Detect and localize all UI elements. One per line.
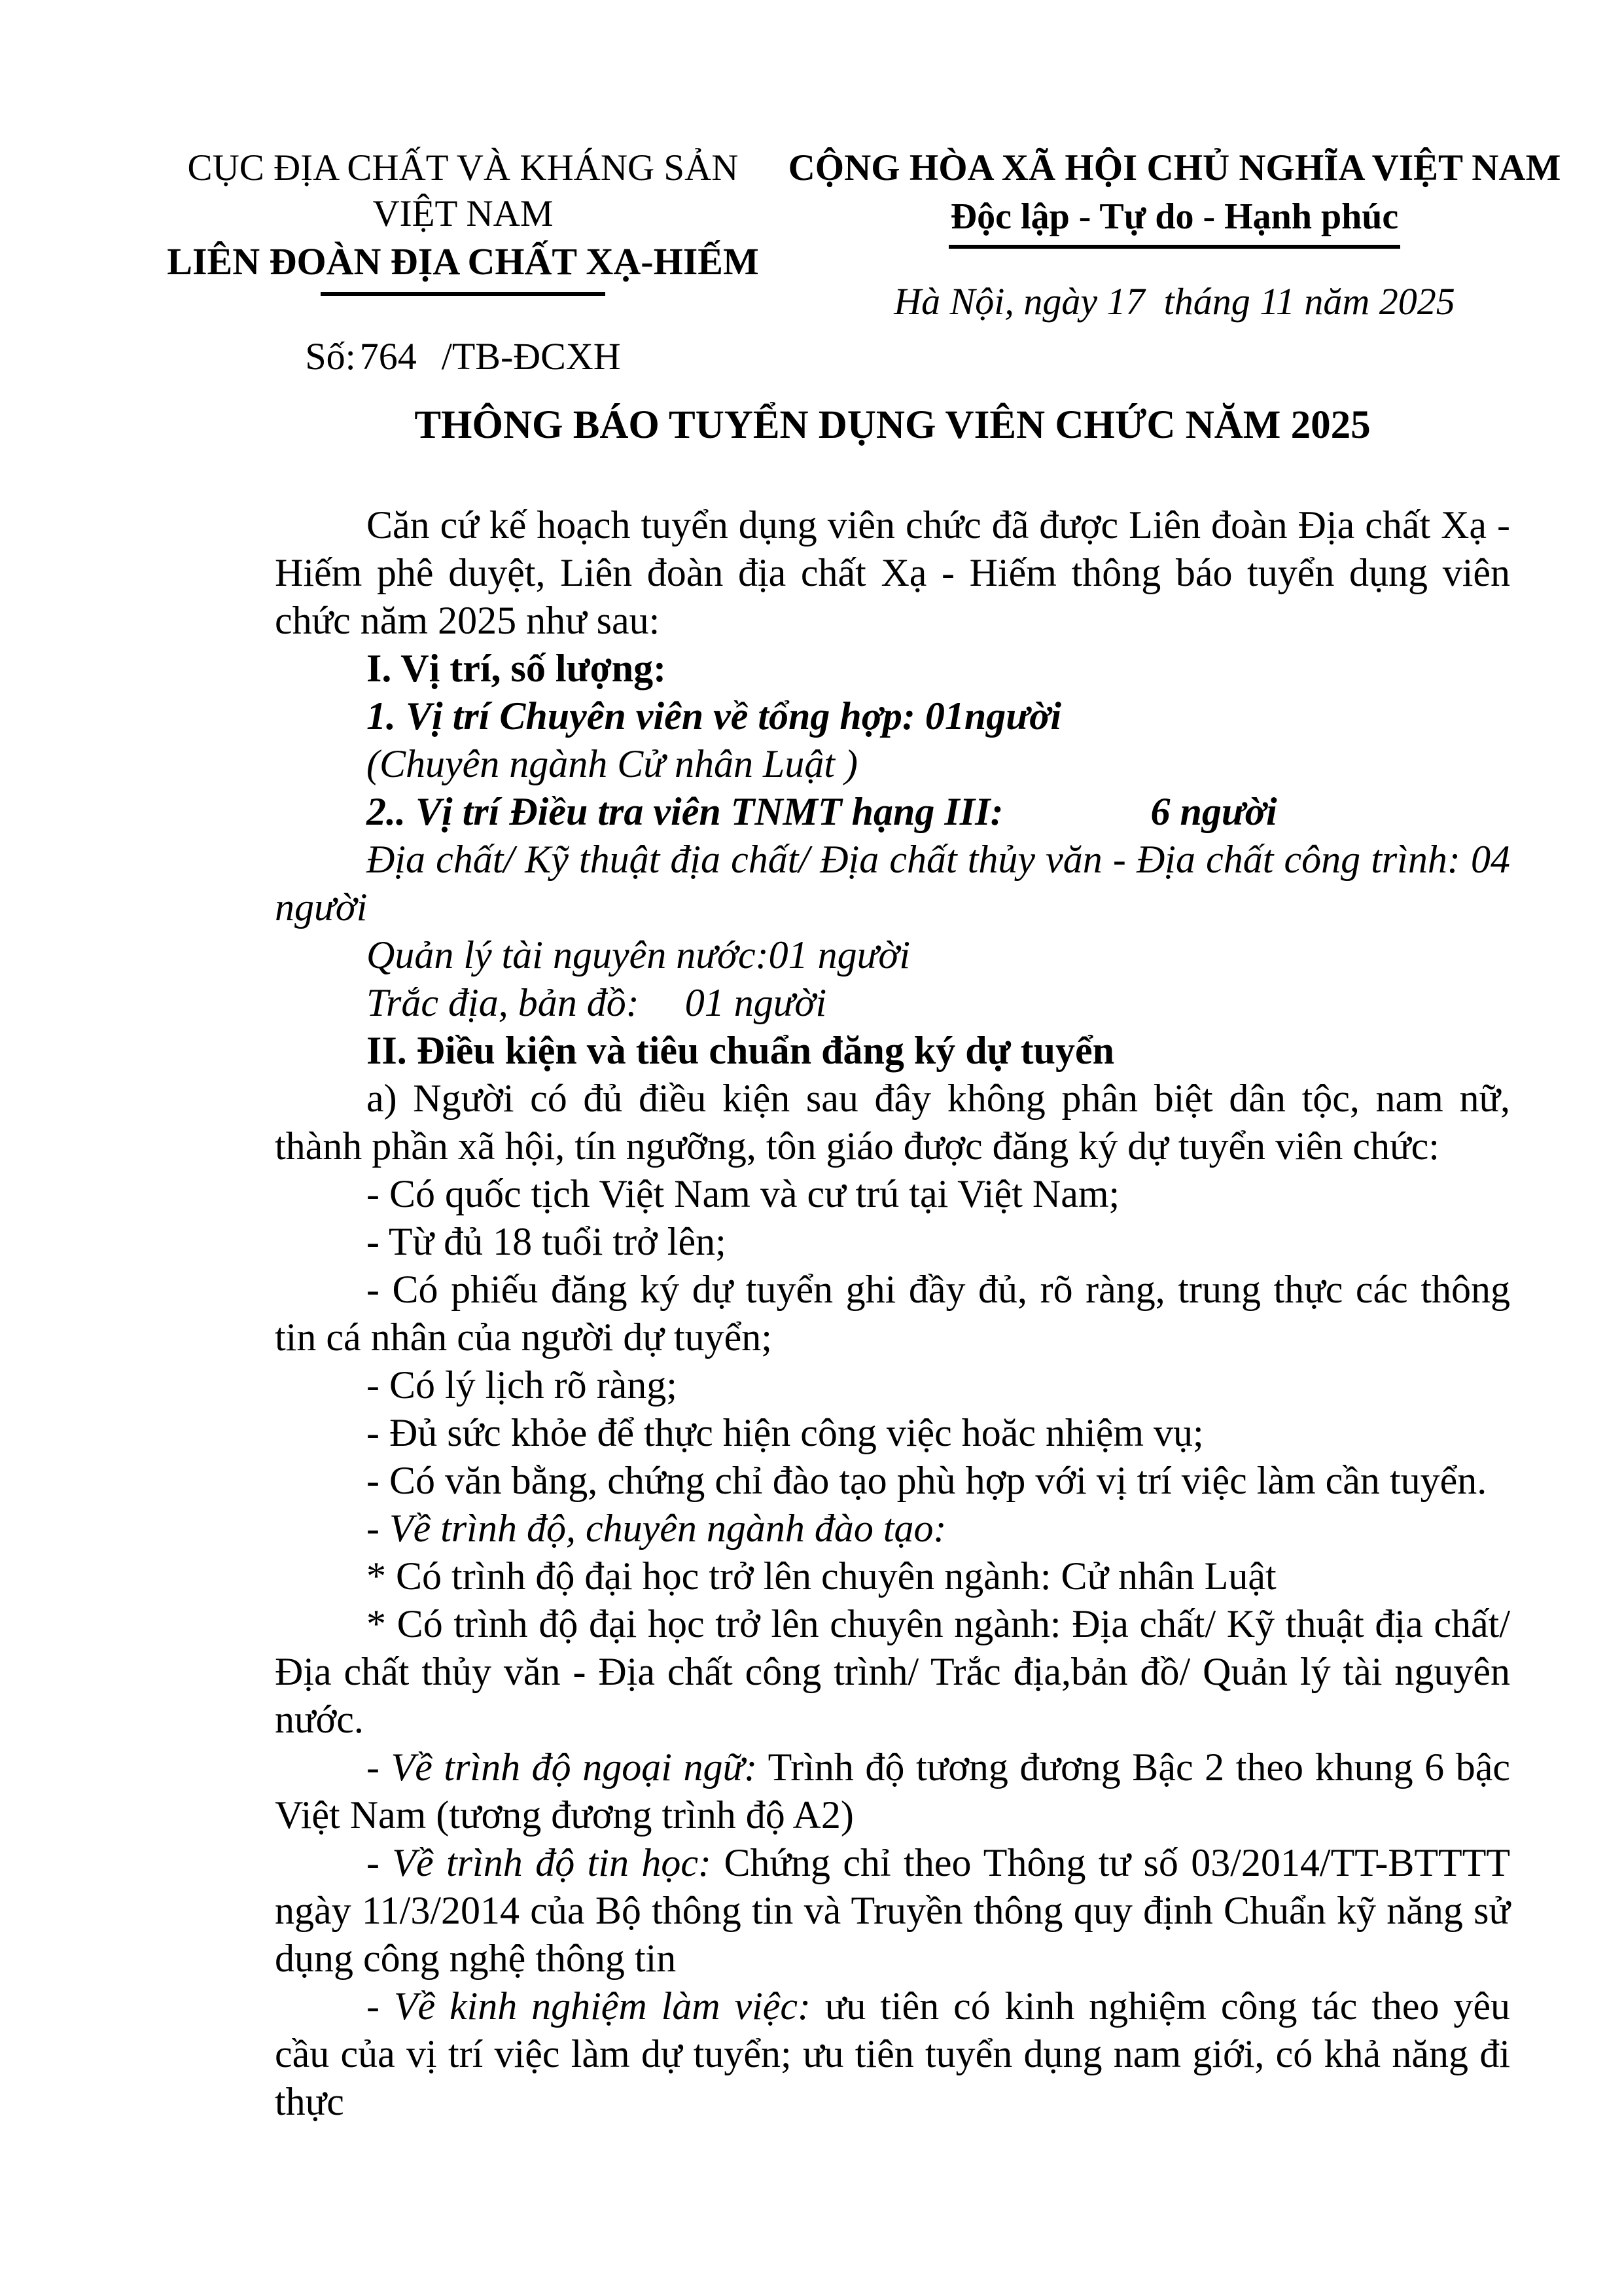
agency-underline (321, 292, 605, 296)
parent-agency-line2: VIỆT NAM (372, 193, 554, 234)
eligibility-intro (275, 1075, 1510, 1170)
req-experience (275, 1982, 1510, 2126)
req-edu-law-text: * Có trình độ đại học trở lên chuyên ngành: Cử nhân Luật (366, 1554, 1277, 1598)
position-2-detail-survey-text: Trắc địa, bản đồ: (366, 981, 639, 1024)
position-2-detail-geology (275, 836, 1510, 931)
eligibility-intro-text: a) Người có đủ điều kiện sau đây không phân biệt dân tộc, nam nữ, thành phần xã hội, tín ngưỡng, tôn giáo được đăng ký dự tuyển viên chức: (275, 1077, 1510, 1168)
position-2-text: 2.. Vị trí Điều tra viên TNMT hạng III: (366, 790, 1004, 833)
position-2-detail-geology-text: Địa chất/ Kỹ thuật địa chất/ Địa chất thủy văn - Địa chất công trình: 04 người (275, 838, 1510, 929)
section-i-heading (275, 645, 1510, 692)
position-1-line (275, 692, 1510, 740)
position-2-detail-survey-count: 01 người (684, 981, 827, 1024)
doc-number-suffix: /TB-ĐCXH (441, 335, 621, 378)
section-ii-heading (275, 1027, 1510, 1075)
place-date-line: Hà Nội, ngày 17 tháng 11 năm 2025 (894, 280, 1455, 323)
req-edu-geology-text: * Có trình độ đại học trở lên chuyên ngành: Địa chất/ Kỹ thuật địa chất/ Địa chất thủy văn - Địa chất công trình/ Trắc địa,bản đồ/ Quản lý tài nguyên nước. (275, 1602, 1510, 1741)
req-citizenship (275, 1170, 1510, 1218)
para-intro-text: Căn cứ kế hoạch tuyển dụng viên chức đã được Liên đoàn Địa chất Xạ - Hiếm phê duyệt, Liên đoàn địa chất Xạ - Hiếm thông báo tuyển dụng viên chức năm 2025 như sau: (275, 503, 1510, 642)
republic-motto: Độc lập - Tự do - Hạnh phúc (950, 196, 1399, 237)
position-1-major-text: (Chuyên ngành Cử nhân Luật ) (366, 742, 858, 785)
document-title: THÔNG BÁO TUYỂN DỤNG VIÊN CHỨC NĂM 2025 (414, 403, 1371, 447)
req-foreign-language (275, 1744, 1510, 1839)
req-foreign-language-text: Trình độ tương đương Bậc 2 theo khung 6 bậc Việt Nam (tương đương trình độ A2) (275, 1746, 1511, 1837)
position-1-text: 1. Vị trí Chuyên viên về tổng hợp: 01người (366, 694, 1062, 738)
req-education-heading (275, 1505, 1510, 1552)
req-qualification (275, 1457, 1510, 1505)
req-experience-text: ưu tiên có kinh nghiệm công tác theo yêu cầu của vị trí việc làm dự tuyển; ưu tiên tuyển dụng nam giới, có khả năng đi thực (275, 1984, 1510, 2123)
req-informatics-text: Chứng chỉ theo Thông tư số 03/2014/TT-BTTTT ngày 11/3/2014 của Bộ thông tin và Truyền thông quy định Chuẩn kỹ năng sử dụng công nghệ thông tin (275, 1841, 1510, 1980)
doc-number-value: 764 (359, 335, 417, 378)
position-2-detail-water (275, 931, 1510, 979)
req-experience-label: - Về kinh nghiệm làm việc: (366, 1984, 811, 2028)
req-citizenship-text: - Có quốc tịch Việt Nam và cư trú tại Việt Nam; (366, 1172, 1120, 1215)
req-edu-law (275, 1552, 1510, 1600)
req-background-text: - Có lý lịch rõ ràng; (366, 1363, 677, 1407)
section-i-heading-text: I. Vị trí, số lượng: (366, 647, 667, 690)
document-body (275, 401, 1510, 2126)
para-intro (275, 501, 1510, 645)
req-education-heading-text: - Về trình độ, chuyên ngành đào tạo: (366, 1507, 947, 1550)
motto-underline (949, 245, 1400, 249)
document-number-line (167, 334, 759, 380)
issuing-agency-name: LIÊN ĐOÀN ĐỊA CHẤT XẠ-HIẾM (167, 240, 759, 283)
position-2-line (275, 788, 1510, 836)
req-qualification-text: - Có văn bằng, chứng chỉ đào tạo phù hợp với vị trí việc làm cần tuyển. (366, 1459, 1487, 1502)
req-health-text: - Đủ sức khỏe để thực hiện công việc hoăc nhiệm vụ; (366, 1411, 1204, 1454)
req-health (275, 1409, 1510, 1457)
position-2-detail-water-text: Quản lý tài nguyên nước:01 người (366, 933, 911, 977)
req-age-text: - Từ đủ 18 tuổi trở lên; (366, 1220, 726, 1263)
req-application-form (275, 1266, 1510, 1361)
req-application-form-text: - Có phiếu đăng ký dự tuyển ghi đầy đủ, rõ ràng, trung thực các thông tin cá nhân của người dự tuyển; (275, 1268, 1510, 1359)
req-age (275, 1218, 1510, 1266)
position-2-detail-survey (275, 979, 1510, 1027)
position-2-count: 6 người (1150, 790, 1277, 833)
issuing-agency-block (167, 145, 759, 380)
req-foreign-language-label: - Về trình độ ngoại ngữ: (366, 1746, 758, 1789)
req-informatics-label: - Về trình độ tin học: (366, 1841, 712, 1884)
parent-agency-line1: CỤC ĐỊA CHẤT VÀ KHÁNG SẢN (187, 147, 739, 188)
position-1-major (275, 740, 1510, 788)
req-informatics (275, 1839, 1510, 1982)
national-header-block (769, 145, 1580, 325)
req-edu-geology (275, 1600, 1510, 1744)
doc-number-label: Số: (305, 335, 356, 378)
section-ii-heading-text: II. Điều kiện và tiêu chuẩn đăng ký dự tuyển (366, 1029, 1114, 1072)
republic-title: CỘNG HÒA XÃ HỘI CHỦ NGHĨA VIỆT NAM (788, 147, 1561, 188)
req-background (275, 1361, 1510, 1409)
